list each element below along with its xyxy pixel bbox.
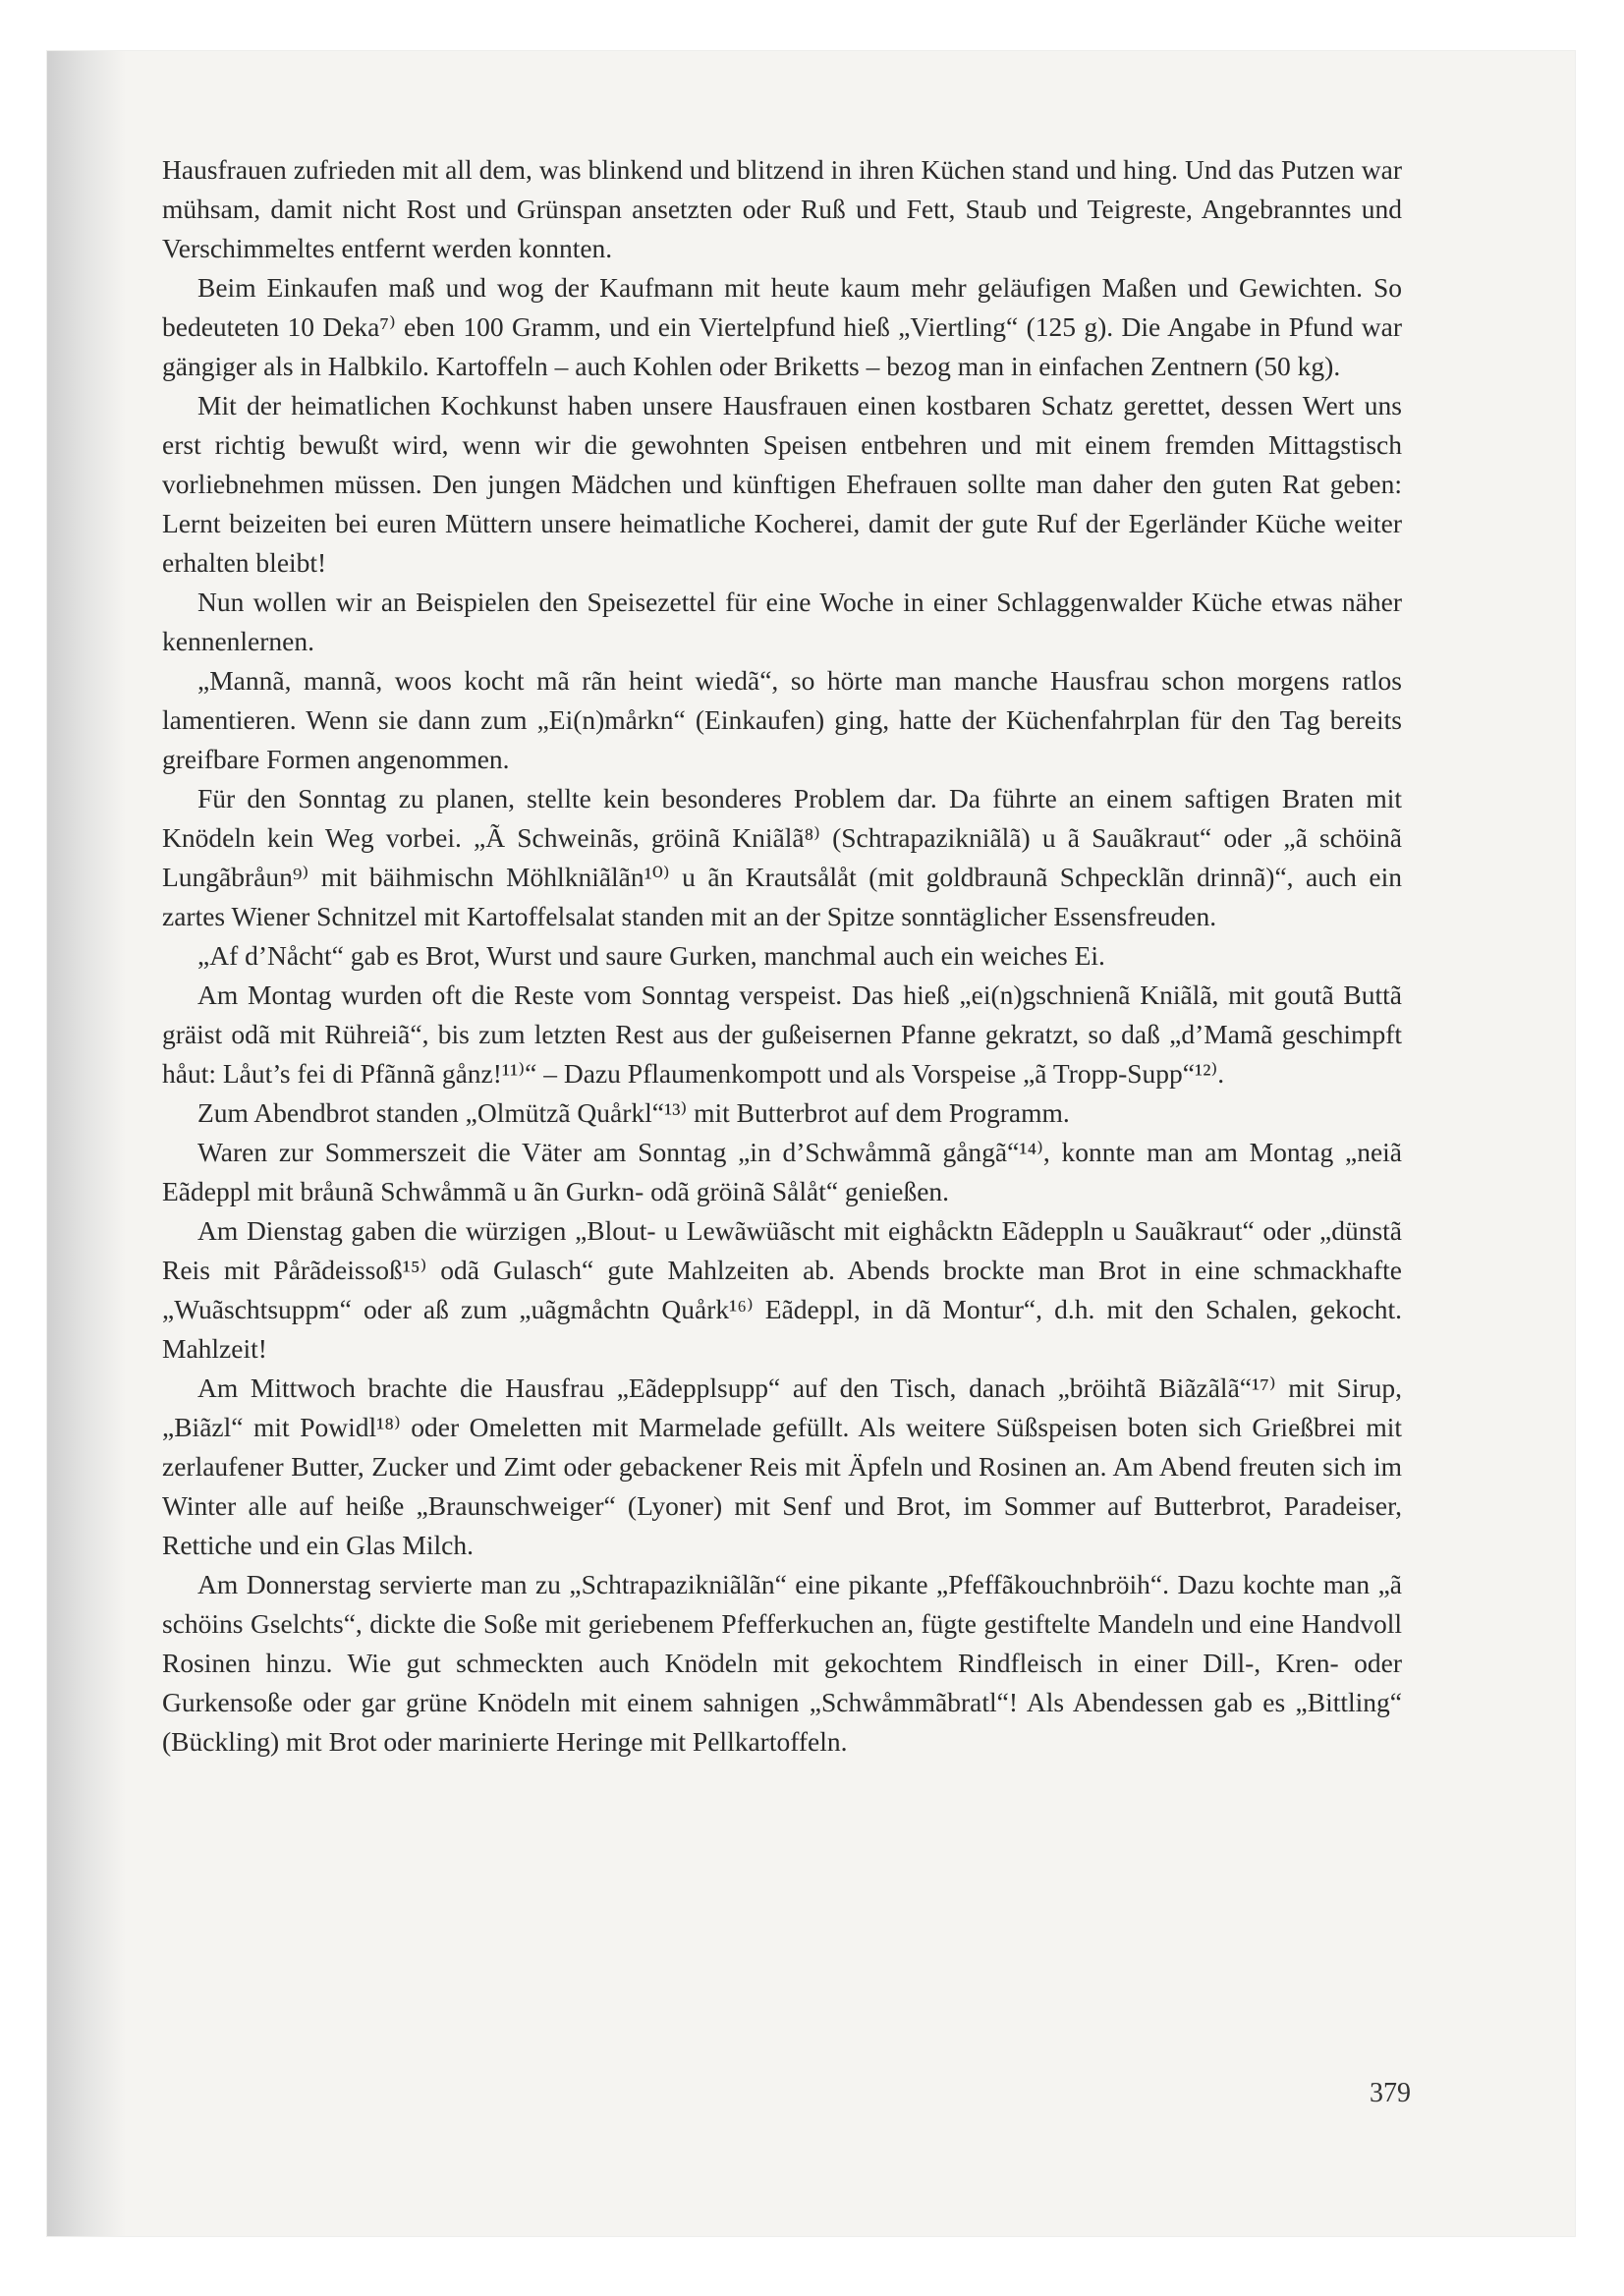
paragraph: Nun wollen wir an Beispielen den Speisezettel für eine Woche in einer Schlaggenwalder Küche etwas näher kennenlernen. (162, 587, 1402, 656)
paragraph: Für den Sonntag zu planen, stellte kein besonderes Problem dar. Da führte an einem saftigen Braten mit Knödeln kein Weg vorbei. „Ã Schweinãs, gröinã Kniãlã⁸⁾ (Schtrapazikniãlã) u ã Sauãkraut“ oder „ã schöinã Lungãbråun⁹⁾ mit bäihmischn Möhlkniãlãn¹⁰⁾ u ãn Krautsålåt (mit goldbraunã Schpecklãn drinnã)“, auch ein zartes Wiener Schnitzel mit Kartoffelsalat standen mit an der Spitze sonntäglicher Essensfreuden. (162, 783, 1402, 931)
paragraph: Hausfrauen zufrieden mit all dem, was blinkend und blitzend in ihren Küchen stand und hing. Und das Putzen war mühsam, damit nicht Rost und Grünspan ansetzten oder Ruß und Fett, Staub und Teigreste, Angebranntes und Verschimmeltes entfernt werden konnten. (162, 154, 1402, 263)
paragraph: Beim Einkaufen maß und wog der Kaufmann mit heute kaum mehr geläufigen Maßen und Gewichten. So bedeuteten 10 Deka⁷⁾ eben 100 Gramm, und ein Viertelpfund hieß „Viertling“ (125 g). Die Angabe in Pfund war gängiger als in Halbkilo. Kartoffeln – auch Kohlen oder Briketts – bezog man in einfachen Zentnern (50 kg). (162, 272, 1402, 381)
paragraph: Am Montag wurden oft die Reste vom Sonntag verspeist. Das hieß „ei(n)gschnienã Kniãlã, mit goutã Buttã gräist odã mit Rühreiã“, bis zum letzten Rest aus der gußeisernen Pfanne gekratzt, so daß „d’Mamã geschimpft håut: Låut’s fei di Pfãnnã gånz!¹¹⁾“ – Dazu Pflaumenkompott und als Vorspeise „ã Tropp-Supp“¹²⁾. (162, 980, 1402, 1089)
paragraph: Mit der heimatlichen Kochkunst haben unsere Hausfrauen einen kostbaren Schatz gerettet, dessen Wert uns erst richtig bewußt wird, wenn wir die gewohnten Speisen entbehren und mit einem fremden Mittagstisch vorliebnehmen müssen. Den jungen Mädchen und künftigen Ehefrauen sollte man daher den guten Rat geben: Lernt beizeiten bei euren Müttern unsere heimatliche Kocherei, damit der gute Ruf der Egerländer Küche weiter erhalten bleibt! (162, 390, 1402, 578)
body-text (162, 150, 1402, 1762)
binding-shadow (47, 51, 126, 2236)
paragraph: „Af d’Nåcht“ gab es Brot, Wurst und saure Gurken, manchmal auch ein weiches Ei. (197, 940, 1105, 971)
paragraph: Am Donnerstag servierte man zu „Schtrapazikniãlãn“ eine pikante „Pfeffãkouchnbröih“. Dazu kochte man „ã schöins Gselchts“, dickte die Soße mit geriebenem Pfefferkuchen an, fügte gestiftelte Mandeln und eine Handvoll Rosinen hinzu. Wie gut schmeckten auch Knödeln mit gekochtem Rindfleisch in einer Dill-, Kren- oder Gurkensoße oder gar grüne Knödeln mit einem sahnigen „Schwåmmãbratl“! Als Abendessen gab es „Bittling“ (Bückling) mit Brot oder marinierte Heringe mit Pellkartoffeln. (162, 1569, 1402, 1757)
paragraph: „Mannã, mannã, woos kocht mã rãn heint wiedã“, so hörte man manche Hausfrau schon morgens ratlos lamentieren. Wenn sie dann zum „Ei(n)mårkn“ (Einkaufen) ging, hatte der Küchenfahrplan für den Tag bereits greifbare Formen angenommen. (162, 665, 1402, 774)
paragraph: Zum Abendbrot standen „Olmützã Quårkl“¹³⁾ mit Butterbrot auf dem Programm. (197, 1097, 1070, 1128)
paragraph: Am Mittwoch brachte die Hausfrau „Eãdepplsupp“ auf den Tisch, danach „bröihtã Biãzãlã“¹⁷⁾ mit Sirup, „Biãzl“ mit Powidl¹⁸⁾ oder Omeletten mit Marmelade gefüllt. Als weitere Süßspeisen boten sich Grießbrei mit zerlaufener Butter, Zucker und Zimt oder gebackener Reis mit Äpfeln und Rosinen an. Am Abend freuten sich im Winter alle auf heiße „Braunschweiger“ (Lyoner) mit Senf und Brot, im Sommer auf Butterbrot, Paradeiser, Rettiche und ein Glas Milch. (162, 1372, 1402, 1560)
page-number: 379 (1370, 2078, 1411, 2108)
paragraph: Am Dienstag gaben die würzigen „Blout- u Lewãwüãscht mit eighåcktn Eãdeppln u Sauãkraut“ oder „dünstã Reis mit Pårãdeissoß¹⁵⁾ odã Gulasch“ gute Mahlzeiten ab. Abends brockte man Brot in eine schmackhafte „Wuãschtsuppm“ oder aß zum „uãgmåchtn Quårk¹⁶⁾ Eãdeppl, in dã Montur“, d.h. mit den Schalen, gekocht. Mahlzeit! (162, 1215, 1402, 1364)
paragraph: Waren zur Sommerszeit die Väter am Sonntag „in d’Schwåmmã gångã“¹⁴⁾, konnte man am Montag „neiã Eãdeppl mit bråunã Schwåmmã u ãn Gurkn- odã gröinã Sålåt“ genießen. (162, 1137, 1402, 1206)
